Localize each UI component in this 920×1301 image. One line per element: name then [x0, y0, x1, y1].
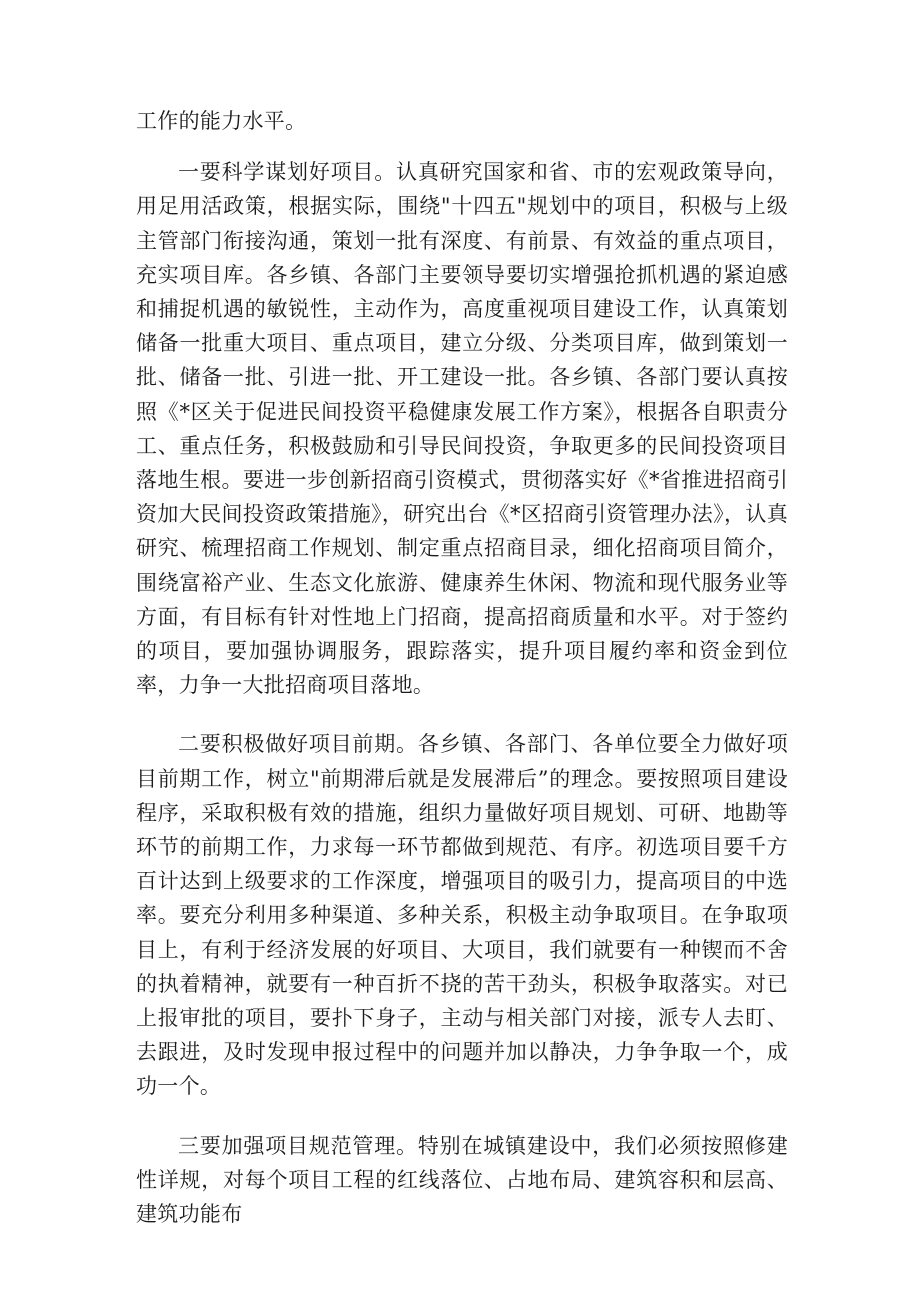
paragraph-1: 一要科学谋划好项目。认真研究国家和省、市的宏观政策导向，用足用活政策，根据实际，围绕"十四五"规划中的项目，积极与上级主管部门衔接沟通，策划一批有深度、有前景、有效益的重点项目，充实项目库。各乡镇、各部门主要领导要切实增强抢抓机遇的紧迫感和捕捉机遇的敏锐性，主动作为，高度重视项目建设工作，认真策划储备一批重大项目、重点项目，建立分级、分类项目库，做到策划一批、储备一批、引进一批、开工建设一批。各乡镇、各部门要认真按照《*区关于促进民间投资平稳健康发展工作方案》，根据各自职责分工、重点任务，积极鼓励和引导民间投资，争取更多的民间投资项目落地生根。要进一步创新招商引资模式，贯彻落实好《*省推进招商引资加大民间投资政策措施》，研究出台《*区招商引资管理办法》，认真研究、梳理招商工作规划、制定重点招商目录，细化招商项目简介，围绕富裕产业、生态文化旅游、健康养生休闲、物流和现代服务业等方面，有目标有针对性地上门招商，提高招商质量和水平。对于签约的项目，要加强协调服务，跟踪落实，提升项目履约率和资金到位率，力争一大批招商项目落地。	[136, 160, 788, 698]
lead-line: 工作的能力水平。	[136, 109, 307, 133]
document-body	[136, 104, 788, 1256]
paragraph-2: 二要积极做好项目前期。各乡镇、各部门、各单位要全力做好项目前期工作，树立"前期滞后就是发展滞后”的理念。要按照项目建设程序，采取积极有效的措施，组织力量做好项目规划、可研、地勘等环节的前期工作，力求每一环节都做到规范、有序。初选项目要千方百计达到上级要求的工作深度，增强项目的吸引力，提高项目的中选率。要充分利用多种渠道、多种关系，积极主动争取项目。在争取项目上，有利于经济发展的好项目、大项目，我们就要有一种锲而不舍的执着精神，就要有一种百折不挠的苦干劲头，积极争取落实。对已上报审批的项目，要扑下身子，主动与相关部门对接，派专人去盯、去跟进，及时发现申报过程中的问题并加以静决，力争争取一个，成功一个。	[136, 732, 788, 1099]
paragraph-3: 三要加强项目规范管理。特别在城镇建设中，我们必须按照修建性详规，对每个项目工程的红线落位、占地布局、建筑容积和层高、建筑功能布	[136, 1133, 788, 1227]
